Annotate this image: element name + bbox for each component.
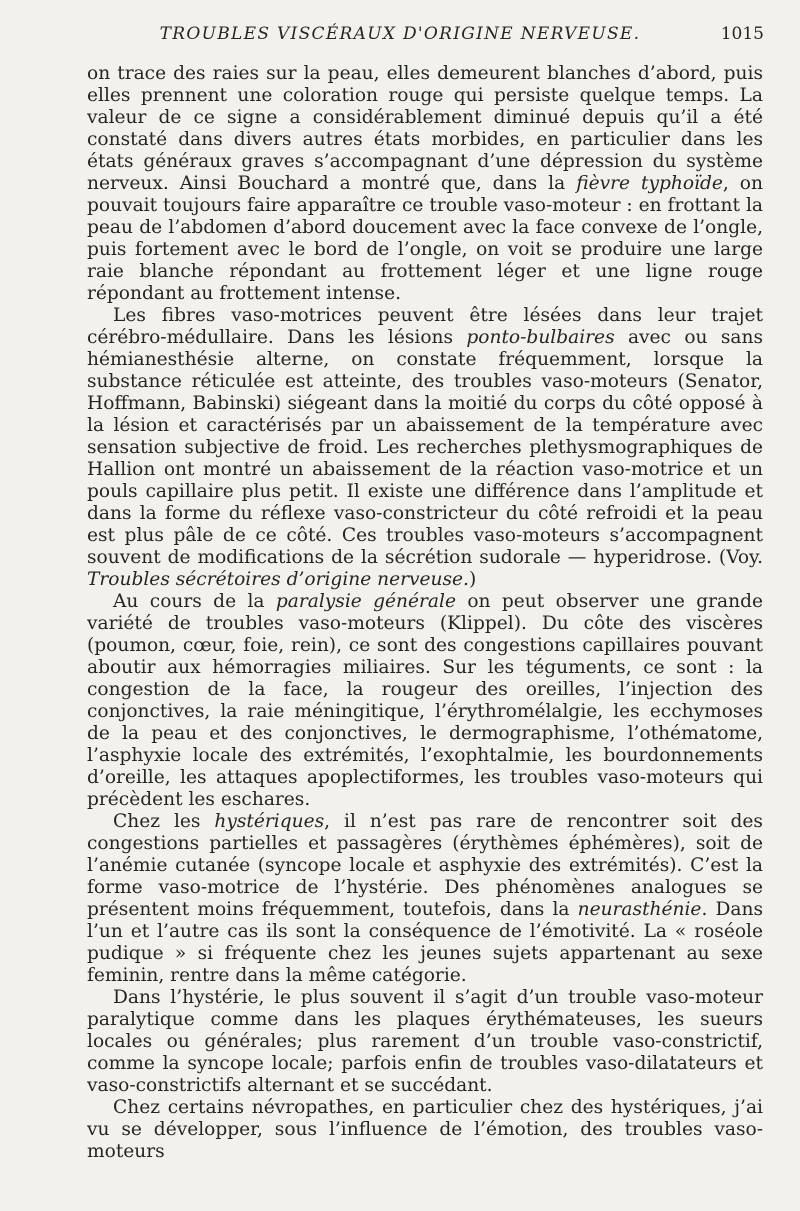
text-run: Dans l’hystérie, le plus souvent il s’agit d’un trouble vaso-moteur paralytique comme dans les plaques érythémateuses, les sueurs locales ou générales; plus rarement d’un trouble vaso-constrictif, comme la syncope locale; parfois enfin de troubles vaso-dilatateurs et vaso-constrictifs alternant et se succédant. [87,987,763,1096]
paragraph [87,591,763,811]
italic-term: neurasthénie [577,899,702,920]
text-run: avec ou sans hémianesthésie alterne, on constate fréquemment, lorsque la substance réticulée est atteinte, des troubles vaso-moteurs (Senator, Hoffmann, Babinski) siégeant dans la moitié du corps du côté opposé à la lésion et caractérisés par un abaissement de la température avec sensation subjective de froid. Les recherches plethysmographiques de Hallion ont montré un abaissement de la réaction vaso-motrice et un pouls capillaire plus petit. Il existe une différence dans l’amplitude et dans la forme du réflexe vaso-constricteur du côté refroidi et la peau est plus pâle de ce côté. Ces troubles vaso-moteurs s’accompagnent souvent de modifications de la sécrétion sudorale — hyperidrose. (Voy. [87,327,763,568]
text-run: Chez certains névropathes, en particulier chez des hystériques, j’ai vu se développer, sous l’influence de l’émotion, des troubles vaso-moteurs [87,1097,763,1162]
text-run: , on pouvait toujours faire apparaître ce trouble vaso-moteur : en frottant la peau de l’abdomen d’abord doucement avec la face convexe de l’ongle, puis fortement avec le bord de l’ongle, on voit se produire une large raie blanche répondant au frottement léger et une ligne rouge répondant au frottement intense. [87,173,763,304]
body-text [87,63,763,1163]
running-title: TROUBLES VISCÉRAUX D'ORIGINE NERVEUSE. [159,24,641,44]
page-number: 1015 [720,24,764,44]
italic-term: Troubles sécrétoires d’origine nerveuse. [87,569,469,590]
text-run: Chez les [113,811,215,832]
paragraph [87,1097,763,1163]
running-head [0,24,800,54]
text-run: . Dans l’un et l’autre cas ils sont la conséquence de l’émotivité. La « roséole pudique » si fréquente chez les jeunes sujets appartenant au sexe feminin, rentre dans la même catégorie. [87,899,763,986]
text-run: Les fibres vaso-motrices peuvent être lésées dans leur trajet cérébro-médullaire. Dans les lésions [87,305,763,348]
paragraph [87,63,763,305]
italic-term: hystériques [214,811,325,832]
italic-term: ponto-bulbaires [466,327,615,348]
text-run: , il n’est pas rare de rencontrer soit des congestions partielles et passagères (érythèmes éphémères), soit de l’anémie cutanée (syncope locale et asphyxie des extrémités). C’est la forme vaso-motrice de l’hystérie. Des phénomènes analogues se présentent moins fréquemment, toutefois, dans la [87,811,763,920]
italic-term: paralysie générale [275,591,456,612]
italic-term: fièvre typhoïde [576,173,723,194]
text-run: Au cours de la [113,591,276,612]
text-run: on peut observer une grande variété de troubles vaso-moteurs (Klippel). Du côte des viscères (poumon, cœur, foie, rein), ce sont des congestions capillaires pouvant aboutir aux hémorragies miliaires. Sur les téguments, ce sont : la congestion de la face, la rougeur des oreilles, l’injection des conjonctives, la raie méningitique, l’érythromélalgie, les ecchymoses de la peau et des conjonctives, le dermographisme, l’othématome, l’asphyxie locale des extrémités, l’exophtalmie, les bourdonnements d’oreille, les attaques apoplectiformes, les troubles vaso-moteurs qui précèdent les eschares. [87,591,763,810]
text-run: on trace des raies sur la peau, elles demeurent blanches d’abord, puis elles prennent une coloration rouge qui persiste quelque temps. La valeur de ce signe a considérablement diminué depuis qu’il a été constaté dans divers autres états morbides, en particulier dans les états généraux graves s’accompagnant d’une dépression du système nerveux. Ainsi Bouchard a montré que, dans la [87,63,763,194]
paragraph [87,811,763,987]
text-run: ) [468,569,477,590]
paragraph [87,987,763,1097]
paragraph [87,305,763,591]
